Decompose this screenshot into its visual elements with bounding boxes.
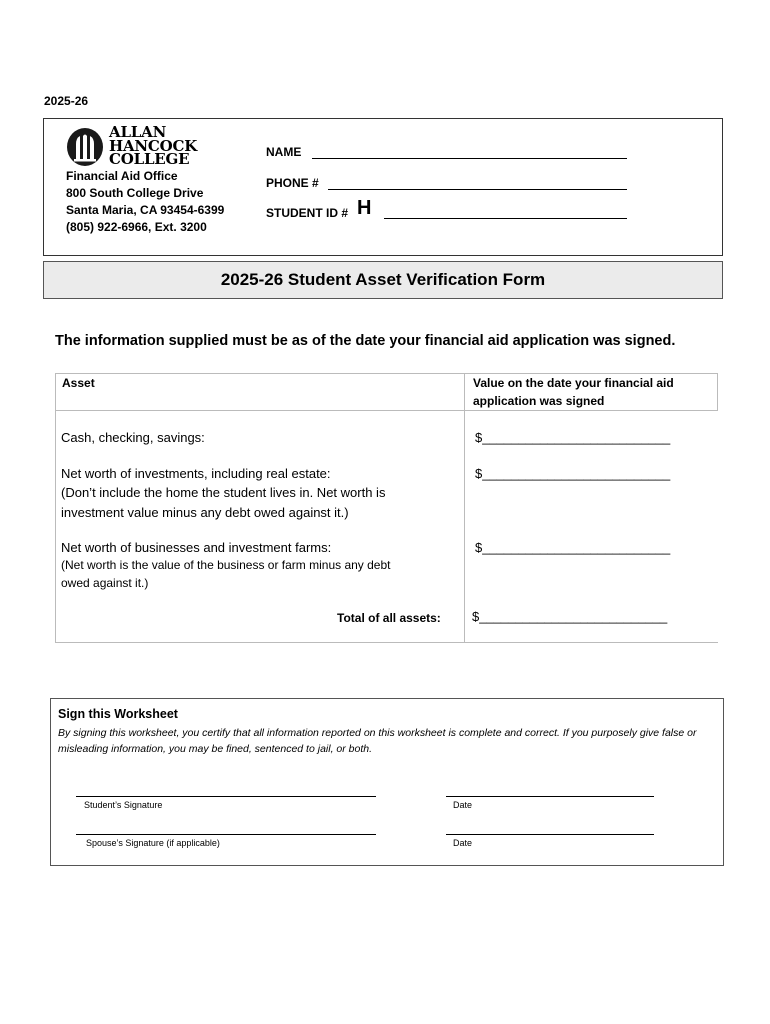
office-name: Financial Aid Office <box>66 169 178 183</box>
total-assets-label: Total of all assets: <box>337 611 441 625</box>
column-header-asset: Asset <box>62 376 95 390</box>
sign-title: Sign this Worksheet <box>58 707 178 721</box>
name-field[interactable] <box>312 158 627 159</box>
college-seal-icon <box>65 126 105 168</box>
office-phone: (805) 922-6966, Ext. 3200 <box>66 220 207 234</box>
asset-row-businesses-note-1: (Net worth is the value of the business or farm minus any debt <box>61 558 391 572</box>
phone-field[interactable] <box>328 189 627 190</box>
student-signature-line[interactable] <box>76 796 376 797</box>
asset-row-investments-note-2: investment value minus any debt owed against it.) <box>61 505 349 520</box>
notice-text: The information supplied must be as of the date your financial aid application was signed. <box>55 333 676 349</box>
asset-row-businesses-label: Net worth of businesses and investment farms: <box>61 540 332 555</box>
document-year: 2025-26 <box>44 94 89 108</box>
student-date-line[interactable] <box>446 796 654 797</box>
logo-line-2: HANCOCK <box>109 136 198 155</box>
asset-row-businesses-value[interactable]: $__________________________ <box>475 540 671 555</box>
table-column-divider <box>464 373 465 643</box>
column-header-value-line2: application was signed <box>473 394 605 408</box>
spouse-date-label: Date <box>453 838 473 848</box>
name-label: NAME <box>266 145 302 159</box>
table-right-border <box>717 373 718 410</box>
table-bottom-border <box>55 642 718 643</box>
table-header-divider <box>55 410 718 411</box>
student-signature-label: Student’s Signature <box>84 800 163 810</box>
logo-line-3: COLLEGE <box>109 150 190 168</box>
asset-table <box>55 373 718 643</box>
asset-row-cash-value[interactable]: $__________________________ <box>475 430 671 445</box>
logo-line-1: ALLAN <box>109 123 167 141</box>
asset-row-investments-note-1: (Don’t include the home the student lives in. Net worth is <box>61 485 386 500</box>
asset-row-investments-label: Net worth of investments, including real estate: <box>61 466 331 481</box>
table-left-border <box>55 373 56 643</box>
college-logo <box>65 123 205 170</box>
student-id-label: STUDENT ID # <box>266 206 349 220</box>
office-street: 800 South College Drive <box>66 186 204 200</box>
spouse-signature-label: Spouse’s Signature (if applicable) <box>86 838 220 848</box>
student-date-label: Date <box>453 800 473 810</box>
column-header-value-line1: Value on the date your financial aid <box>473 376 674 390</box>
form-title: 2025-26 Student Asset Verification Form <box>43 261 723 299</box>
student-id-prefix: H <box>357 197 372 219</box>
office-city: Santa Maria, CA 93454-6399 <box>66 203 225 217</box>
phone-label: PHONE # <box>266 176 319 190</box>
asset-row-investments-value[interactable]: $__________________________ <box>475 466 671 481</box>
asset-row-cash-label: Cash, checking, savings: <box>61 430 205 445</box>
spouse-signature-line[interactable] <box>76 834 376 835</box>
sign-certification-text: By signing this worksheet, you certify that all information reported on this worksheet is complete and correct. If you purposely give false or misleading information, you may be fined, sentenced to jail, or both. <box>58 727 697 755</box>
asset-row-businesses-note-2: owed against it.) <box>61 576 149 590</box>
student-id-field[interactable] <box>384 218 627 219</box>
spouse-date-line[interactable] <box>446 834 654 835</box>
total-assets-value[interactable]: $__________________________ <box>472 609 668 624</box>
